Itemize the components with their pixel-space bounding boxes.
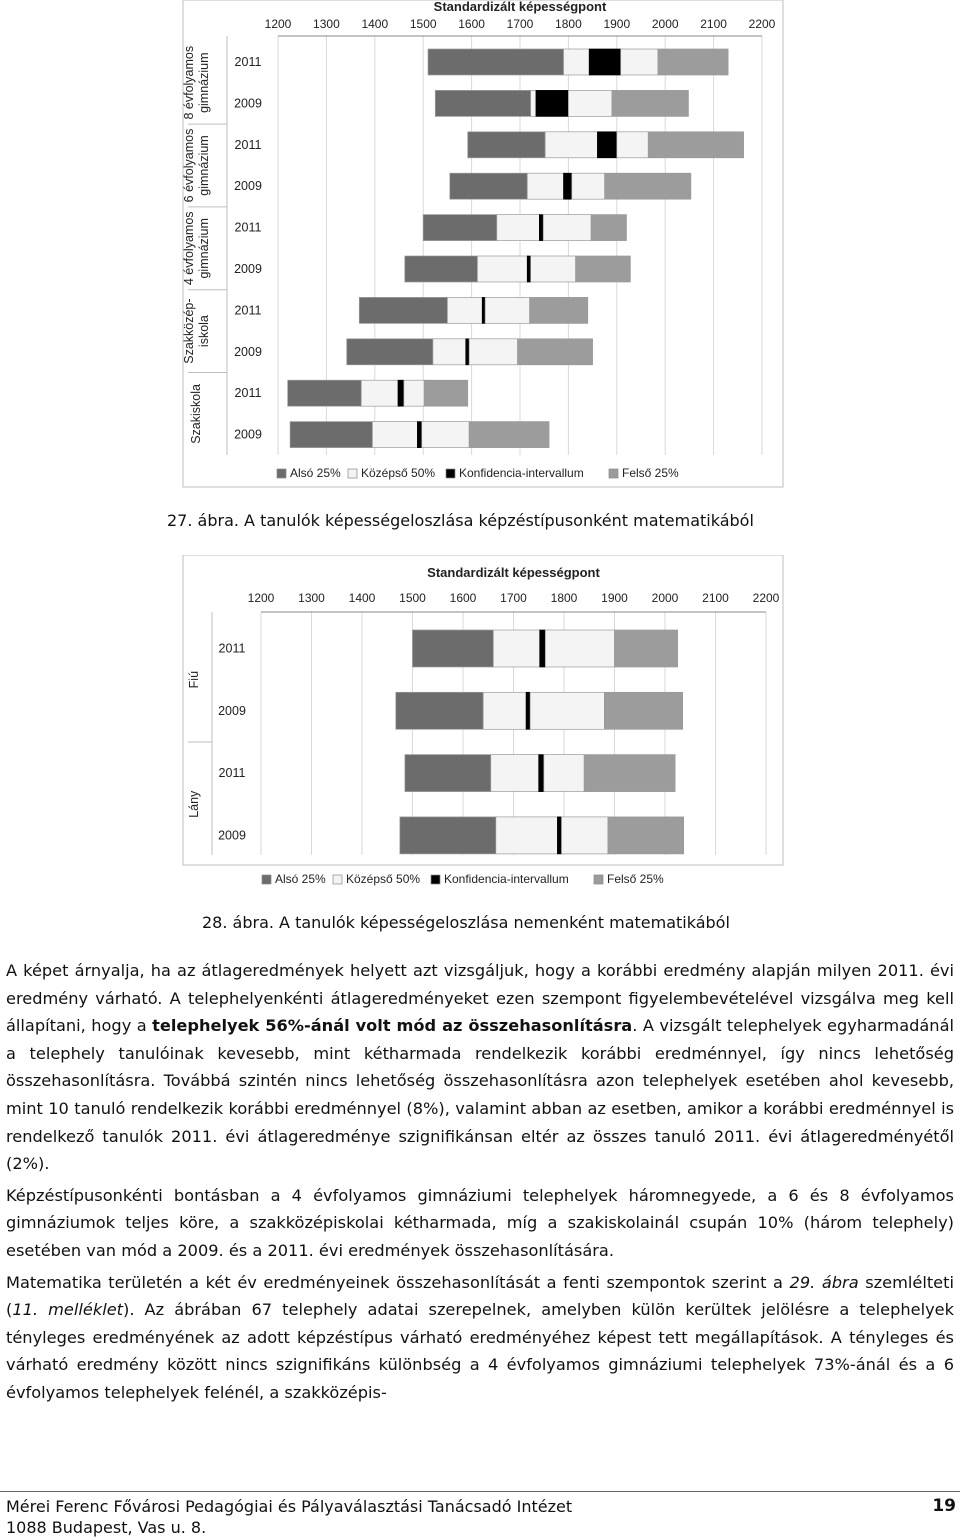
legend-felso-label: Felső 25% [607,872,664,886]
year-label: 2009 [218,703,246,718]
year-label: 2009 [234,427,262,442]
bar-also-25 [468,132,545,158]
x-tick-label: 1200 [264,17,292,31]
bar-kozepso-50 [469,339,517,365]
bar-also-25 [450,173,527,199]
x-tick-label: 2100 [700,17,727,31]
bar-also-25 [423,215,497,241]
bar-konfidencia [526,692,530,729]
chart-title: Standardizált képességpont [433,0,607,14]
footer-institution: Mérei Ferenc Fővárosi Pedagógiai és Pályaválasztási Tanácsadó Intézet [6,1497,573,1516]
group-label-line: gimnázium [197,52,211,113]
legend-konfidencia-label: Konfidencia-intervallum [459,466,584,480]
bar-kozepso-50 [447,297,482,323]
x-tick-label: 2200 [748,17,776,31]
bar-konfidencia [527,256,530,282]
x-tick-label: 1300 [298,591,325,605]
bar-kozepso-50 [361,380,398,406]
figure-27-chart [0,0,960,490]
bar-also-25 [413,630,494,667]
bar-also-25 [347,339,433,365]
x-tick-label: 1800 [550,591,578,605]
bar-kozepso-50 [477,256,527,282]
bar-kozepso-50 [531,90,536,116]
bar-felso-25 [648,132,743,158]
bar-konfidencia [536,90,568,116]
group-label [182,211,211,285]
year-label: 2009 [234,179,262,194]
x-tick-label: 1600 [449,591,477,605]
group-label-line: Szakközép- [182,298,196,364]
p3-text-c: szemlélteti ( [6,1272,954,1320]
legend-also-swatch [277,469,286,478]
legend-felso-swatch [594,875,603,884]
bar-konfidencia [482,297,485,323]
figure-28-chart [0,555,960,895]
legend-felso-label: Felső 25% [622,466,679,480]
x-tick-label: 1500 [399,591,426,605]
bar-also-25 [396,692,483,729]
bar-kozepso-50 [572,173,605,199]
bar-kozepso-50 [497,215,540,241]
bar-kozepso-50 [545,132,597,158]
year-label: 2011 [234,386,262,401]
legend-kozepso-label: Középső 50% [346,872,421,886]
bar-kozepso-50 [422,422,469,448]
bar-konfidencia [589,49,620,75]
bar-felso-25 [584,755,675,792]
bar-kozepso-50 [372,422,417,448]
legend-konfidencia-label: Konfidencia-intervallum [444,872,569,886]
p3-text-e: ). Az ábrában 67 telephely adatai szerepelnek, amelyben külön kerültek jelölésre a telephelyek tényleges eredményének az adott képzéstípus várható eredményéhez képest tett megállapítások. A tényleges és várható eredmény között nincs szignifikáns különbség a 4 évfolyamos gimnáziumi telephelyek 73%-ánál és a 6 évfolyamos telephelyek felénél, a szakközépis- [6,1300,955,1402]
bar-konfidencia [417,422,421,448]
bar-kozepso-50 [568,90,612,116]
bar-konfidencia [564,173,572,199]
year-label: 2011 [234,220,262,235]
bar-felso-25 [576,256,631,282]
bar-felso-25 [605,173,691,199]
bar-kozepso-50 [491,755,539,792]
group-label-line: 6 évfolyamos [182,128,196,203]
bar-kozepso-50 [545,630,614,667]
x-tick-label: 1400 [348,591,376,605]
year-label: 2011 [234,303,262,318]
year-label: 2011 [218,766,246,781]
page-number: 19 [932,1496,956,1516]
group-label [187,671,201,688]
group-label [182,129,211,203]
year-label: 2009 [234,96,262,111]
x-tick-label: 1200 [247,591,275,605]
bar-kozepso-50 [404,380,424,406]
bar-kozepso-50 [617,132,648,158]
year-label: 2011 [234,55,262,69]
bar-felso-25 [518,339,593,365]
bar-kozepso-50 [564,49,590,75]
footer-address: 1088 Budapest, Vas u. 8. [6,1518,207,1537]
group-label-line: gimnázium [197,135,211,196]
bar-felso-25 [424,380,468,406]
p3-figure-ref: 29. ábra [789,1272,859,1292]
group-label-line: 4 évfolyamos [182,211,196,286]
legend-konfidencia-swatch [446,469,455,478]
bar-konfidencia [466,339,469,365]
bar-konfidencia [597,132,616,158]
bar-felso-25 [604,692,682,729]
year-label: 2009 [234,344,262,359]
x-tick-label: 1700 [500,591,527,605]
group-label [189,384,203,444]
bar-felso-25 [608,817,684,854]
x-tick-label: 2000 [651,591,679,605]
bar-also-25 [400,817,496,854]
bar-kozepso-50 [531,256,576,282]
bar-konfidencia [398,380,404,406]
bar-kozepso-50 [493,630,539,667]
chart-svg-28 [0,555,960,895]
footer [6,1496,954,1538]
bar-kozepso-50 [527,173,563,199]
group-label-line: Szakiskola [189,384,203,444]
legend-kozepso-label: Középső 50% [361,466,436,480]
p3-text-a: Matematika területén a két év eredményeinek összehasonlítását a fenti szempontok szerint a [6,1272,790,1292]
paragraph-1 [6,957,954,1178]
group-label-line: iskola [197,315,211,348]
year-label: 2009 [218,828,246,843]
bar-also-25 [435,90,530,116]
bar-also-25 [428,49,564,75]
bar-felso-25 [469,422,549,448]
bar-kozepso-50 [543,215,591,241]
bar-konfidencia [539,215,543,241]
group-label-line: gimnázium [197,218,211,279]
legend-kozepso-swatch [348,469,357,478]
p1-text-a: A képet árnyalja, ha az átlageredmények helyett azt vizsgáljuk, hogy a korábbi eredmény alapján milyen 2011. évi eredmény várható. A telephelyenkénti átlageredményeket ezen szempont figyelembevételével vizsgálva meg kell állapítani, hogy a [6,961,954,1036]
legend-also-swatch [262,875,271,884]
bar-felso-25 [615,630,678,667]
bar-felso-25 [591,215,626,241]
year-label: 2011 [234,137,262,152]
group-label-line: Fiú [187,670,201,689]
bar-konfidencia [540,630,546,667]
bar-felso-25 [658,49,728,75]
bar-also-25 [405,256,478,282]
bar-konfidencia [539,755,544,792]
paragraph-3 [6,1269,954,1407]
year-label: 2009 [234,262,262,276]
paragraph-2: Képzéstípusonkénti bontásban a 4 évfolyamos gimnáziumi telephelyek háromnegyede, a 6 és 8 évfolyamos gimnáziumok teljes köre, a szakközépiskolai kétharmada, míg a szakiskolainál csupán 10% (három telephely) esetében van mód a 2009. és a 2011. évi eredmények összehasonlítására. [6,1185,954,1260]
bar-kozepso-50 [561,817,607,854]
bar-felso-25 [612,90,688,116]
figure-28-caption: 28. ábra. A tanulók képességeloszlása nemenként matematikából [202,913,730,932]
group-label-line: 8 évfolyamos [182,45,196,120]
p1-bold: telephelyek 56%-ánál volt mód az összehasonlításra [152,1016,633,1036]
year-label: 2011 [218,641,246,656]
x-tick-label: 1700 [506,17,534,31]
bar-also-25 [290,422,372,448]
bar-kozepso-50 [485,297,530,323]
group-label [187,790,201,818]
p1-text-c: . A vizsgált telephelyek egyharmadánál a telephely tanulóinak kevesebb, mint kétharmada rendelkezik korábbi eredménnyel, így nincs lehetőség összehasonlításra. Továbbá szintén nincs lehetőség összehasonlításra azon telephelyek esetében ahol kevesebb, mint 10 tanuló rendelkezik korábbi eredménnyel (8%), valamint abban az esetben, amikor a korábbi eredménnyel is rendelkező tanulók 2011. évi átlageredménye szignifikánsan eltér az összes tanuló 2011. évi átlageredményétől (2%). [6,1016,954,1174]
x-tick-label: 1500 [409,17,437,31]
bar-konfidencia [557,817,561,854]
group-label [182,46,211,120]
x-tick-label: 1900 [603,17,631,31]
x-tick-label: 1400 [361,17,389,31]
chart-svg-27 [0,0,960,490]
legend-also-label: Alsó 25% [290,466,341,480]
legend-konfidencia-swatch [431,875,440,884]
x-tick-label: 2200 [752,591,780,605]
body-text [6,957,954,1411]
footer-rule [0,1491,960,1492]
bar-kozepso-50 [544,755,584,792]
bar-felso-25 [530,297,588,323]
figure-27-caption: 27. ábra. A tanulók képességeloszlása képzéstípusonként matematikából [167,511,754,530]
x-tick-label: 1800 [555,17,582,31]
x-tick-label: 1600 [458,17,485,31]
x-tick-label: 1300 [313,17,340,31]
chart-title: Standardizált képességpont [427,565,600,580]
bar-also-25 [359,297,447,323]
bar-kozepso-50 [530,692,604,729]
legend-kozepso-swatch [333,875,342,884]
x-tick-label: 2000 [651,17,679,31]
x-tick-label: 2100 [702,591,729,605]
p3-appendix-ref: 11. melléklet [12,1300,124,1320]
bar-kozepso-50 [621,49,658,75]
legend-also-label: Alsó 25% [275,872,326,886]
bar-kozepso-50 [483,692,526,729]
bar-kozepso-50 [433,339,466,365]
bar-also-25 [405,755,491,792]
x-tick-label: 1900 [601,591,628,605]
bar-kozepso-50 [496,817,558,854]
legend-felso-swatch [609,469,618,478]
group-label-line: Lány [187,790,201,818]
bar-also-25 [288,380,362,406]
